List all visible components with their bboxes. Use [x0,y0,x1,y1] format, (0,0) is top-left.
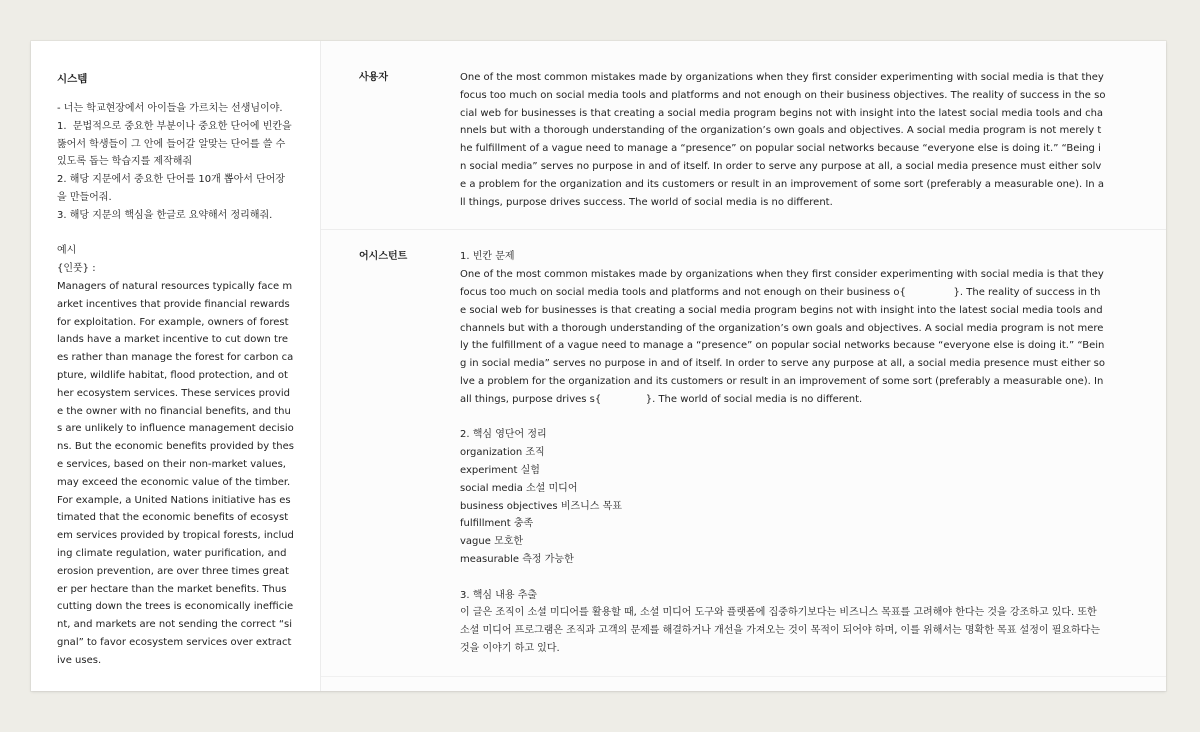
system-prompt-text[interactable]: - 너는 학교현장에서 아이들을 가르치는 선생님이야. 1. 문법적으로 중요한 부분이나 중요한 단어에 빈칸을 뚫어서 학생들이 그 안에 들어갈 알맞는 단어를 쓸 수 있도록 돕는 학습지를 제작해줘 2. 해당 지문에서 중요한 단어를 10개 뽑아서 단어장을 만들어줘. 3. 해당 지문의 핵심을 한글로 요약해서 정리해줘. 예시 {인풋} : Managers of natural resources typically face market incentives that provide financial rewards for exploitation. For example, owners of forest lands have a market incentive to cut down trees rather than manage the forest for carbon capture, wildlife habitat, flood protection, and other ecosystem services. These services provide the owner with no financial benefits, and thus are unlikely to influence management decisions. But the economic benefits provided by these services, based on their non-market values, may exceed the economic value of the timber. For example, a United Nations initiative has estimated that the economic benefits of ecosystem services provided by tropical forests, including climate regulation, water purification, and erosion prevention, are over three times greater per hectare than the market benefits. Thus cutting down the trees is economically inefficient, and markets are not sending the correct “signal” to favor ecosystem services over extractive uses. [57,103,294,666]
system-title: 시스템 [57,73,88,85]
message-content-assistant[interactable]: 1. 빈칸 문제 One of the most common mistakes made by organizations when they first consider experimenting with social media is that they focus too much on social media tools and platforms and not enough on their business o{ }. The reality of success in the social web for businesses is that creating a social media program begins not with insight into the latest social media tools and channels but with a thorough understanding of the organization’s own goals and objectives. A social media program is not merely the fulfillment of a vague need to manage a “presence” on popular social networks because “everyone else is doing it.” “Being in social media” serves no purpose in and of itself. In order to serve any purpose at all, a social media presence must either solve a problem for the organization and its customers or result in an improvement of some sort (preferably a measurable one). In all things, purpose drives s{ }. The world of social media is no different. 2. 핵심 영단어 정리 organization 조직 experiment 실험 social media 소셜 미디어 business objectives 비즈니스 목표 fulfillment 충족 vague 모호한 measurable 측정 가능한 3. 핵심 내용 추출 이 글은 조직이 소셜 미디어를 활용할 때, 소셜 미디어 도구와 플랫폼에 집중하기보다는 비즈니스 목표를 고려해야 한다는 것을 강조하고 있다. 또한 소셜 미디어 프로그램은 조직과 고객의 문제를 해결하거나 개선을 가져오는 것이 목적이 되어야 하며, 이를 위해서는 명확한 목표 설정이 필요하다는 것을 이야기 하고 있다. [460,251,1105,654]
message-user [321,41,1166,230]
message-role-user: 사용자 [359,72,388,83]
system-prompt-panel [31,41,321,691]
conversation-panel [321,41,1166,691]
message-assistant [321,230,1166,676]
chat-window [31,41,1166,691]
message-content-user[interactable]: One of the most common mistakes made by organizations when they first consider experimenting with social media is that they focus too much on social media tools and platforms and not enough on their business objectives. The reality of success in the social web for businesses is that creating a social media program begins not with insight into the latest social media tools and channels but with a thorough understanding of the organization’s own goals and objectives. A social media program is not merely the fulfillment of a vague need to manage a “presence” on popular social networks because “everyone else is doing it.” “Being in social media” serves no purpose in and of itself. In order to serve any purpose at all, a social media presence must either solve a problem for the organization and its customers or result in an improvement of some sort (preferably a measurable one). In all things, purpose drives success. The world of social media is no different. [460,72,1107,208]
message-role-assistant: 어시스턴트 [359,251,408,263]
